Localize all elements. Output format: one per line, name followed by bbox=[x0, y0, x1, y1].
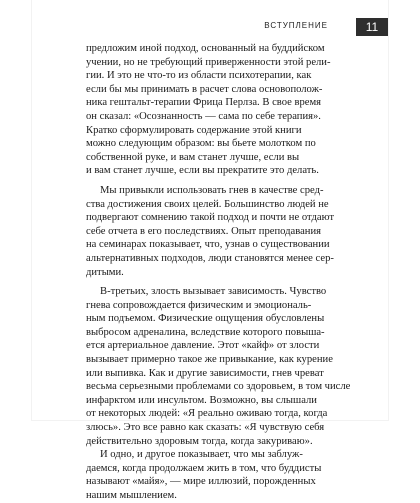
text-line: Мы привыкли использовать гнев в качестве сред- bbox=[100, 184, 324, 196]
text-line: даемся, когда продолжаем жить в том, что буддисты bbox=[86, 462, 322, 474]
text-line: инфарктом или инсультом. Возможно, вы слышали bbox=[86, 394, 317, 406]
text-line: Кратко сформулировать содержание этой книги bbox=[86, 124, 302, 136]
text-line: от некоторых людей: «Я реально оживаю тогда, когда bbox=[86, 408, 328, 420]
text-line: если бы мы принимать в расчет слова основополож- bbox=[86, 83, 323, 95]
text-line: собственной руке, и вам станет лучше, если вы bbox=[86, 151, 300, 163]
text-line: называют «майя», — мире иллюзий, порожденных bbox=[86, 476, 316, 488]
paragraph-3 bbox=[86, 285, 351, 503]
text-line: действительно здоровым тогда, когда закуриваю». bbox=[86, 435, 313, 447]
text-line: себе отчета в его последствиях. Опыт преподавания bbox=[86, 225, 321, 237]
text-line: предложим иной подход, основанный на буддийском bbox=[86, 43, 325, 54]
text-line: на семинарах показывает, что, узнав о существовании bbox=[86, 239, 330, 251]
book-page bbox=[32, 0, 388, 501]
text-line: дитыми. bbox=[86, 266, 124, 278]
section-title: ВСТУПЛЕНИЕ bbox=[264, 21, 328, 30]
text-line: он сказал: «Осознанность — сама по себе терапия». bbox=[86, 110, 321, 122]
text-line: В-третьих, злость вызывает зависимость. Чувство bbox=[100, 286, 327, 298]
paragraph-1 bbox=[86, 42, 332, 178]
text-line: можно следующим образом: вы бьете молотком по bbox=[86, 138, 316, 150]
text-line: или выпивка. Как и другие зависимости, гнев чреват bbox=[86, 367, 324, 379]
text-line: ется артериальное давление. Этот «кайф» от злости bbox=[86, 340, 320, 352]
text-line: весьма серьезными проблемами со здоровьем, в том числе bbox=[86, 381, 351, 393]
running-header bbox=[32, 18, 388, 38]
text-line: ника гештальт-терапии Фрица Перлза. В свое время bbox=[86, 97, 322, 109]
text-line: нашим мышлением. bbox=[86, 490, 177, 501]
text-line: вызывает примерно такое же привыкание, как курение bbox=[86, 354, 333, 366]
text-line: и вам станет лучше, если вы прекратите это делать. bbox=[86, 165, 319, 177]
text-line: гнева сопровождается физическим и эмоциональ- bbox=[86, 299, 312, 311]
text-line: подвергают сомнению такой подход и почти не отдают bbox=[86, 212, 334, 224]
text-line: И одно, и другое показывает, что мы заблуж- bbox=[100, 449, 303, 461]
text-line: учении, но не требующий приверженности этой рели- bbox=[86, 56, 331, 68]
paragraph-2 bbox=[86, 184, 332, 279]
page-number: 11 bbox=[356, 18, 388, 36]
text-line: ства достижения своих целей. Большинство людей не bbox=[86, 198, 329, 210]
text-line: ным подъемом. Физические ощущения обусловлены bbox=[86, 313, 325, 325]
text-line: альтернативных подходов, люди становятся менее сер- bbox=[86, 252, 334, 264]
text-line: гии. И это не что-то из области психотерапии, как bbox=[86, 70, 312, 82]
text-line: злюсь». Это все равно как сказать: «Я чувствую себя bbox=[86, 422, 325, 434]
text-line: выбросом адреналина, вследствие которого повыша- bbox=[86, 326, 325, 338]
body-text bbox=[86, 42, 351, 503]
